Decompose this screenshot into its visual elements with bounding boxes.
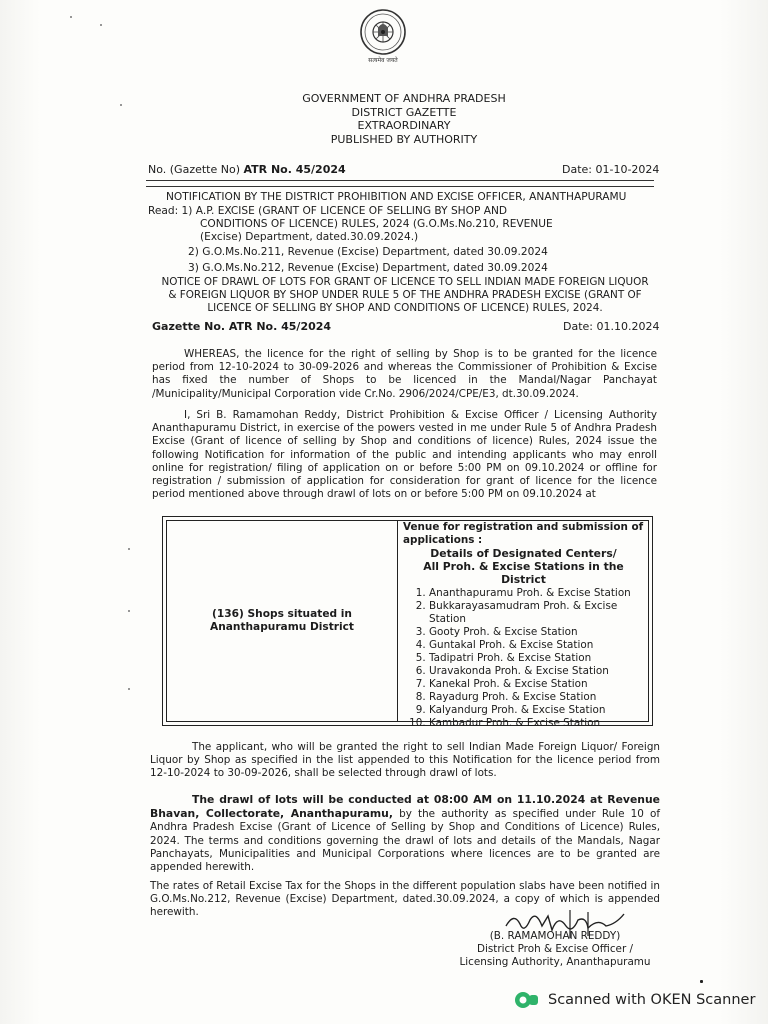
scan-speck [70,16,72,18]
header-district-gazette: DISTRICT GAZETTE [351,105,457,119]
divider [146,180,654,181]
station-item: 1. Ananthapuramu Proh. & Excise Station [429,587,644,600]
station-item: 8. Rayadurg Proh. & Excise Station [429,691,644,704]
signatory-authority: Licensing Authority, Ananthapuramu [459,956,651,969]
scan-speck [100,24,102,26]
venue-table [162,516,653,729]
signatory-designation: District Proh & Excise Officer / [476,943,634,956]
station-item: 9. Kalyandurg Proh. & Excise Station [429,704,644,717]
read-ref-3: 3) G.O.Ms.No.212, Revenue (Excise) Department, dated 30.09.2024 [188,262,548,274]
drawl-date-venue: The drawl of lots will be conducted at 08:00 AM on 11.10.2024 at Revenue Bhavan, Collectorate, Ananthapuramu, [150,793,660,821]
stations-list [403,587,644,730]
gazette-date-2: Date: 01.10.2024 [563,320,660,333]
scan-speck [120,104,122,106]
signature-block [440,930,670,970]
gazette-header [200,92,608,146]
stations-heading: All Proh. & Excise Stations in the District [423,560,624,586]
shops-count-cell: (136) Shops situated in Ananthapuramu District [210,608,354,633]
read-ref-1a: Read: 1) A.P. EXCISE (GRANT OF LICENCE OF SELLING BY SHOP AND [148,205,508,217]
scan-speck [128,610,130,612]
scanner-watermark [514,990,755,1010]
scan-speck [128,688,130,690]
oken-scanner-icon [514,990,540,1010]
station-item: 3. Gooty Proh. & Excise Station [429,626,644,639]
gazette-number-line: No. (Gazette No) ATR No. 45/2024 [148,163,346,176]
gazette-number: ATR No. 45/2024 [243,163,346,176]
state-emblem-icon [358,6,408,66]
station-item: 2. Bukkarayasamudram Proh. & Excise Station [429,600,644,626]
station-item: 10. Kambadur Proh. & Excise Station [429,717,644,730]
read-ref-2: 2) G.O.Ms.No.211, Revenue (Excise) Department, dated 30.09.2024 [188,246,548,258]
station-item: 4. Guntakal Proh. & Excise Station [429,639,644,652]
scan-speck [700,980,703,983]
notice-title: NOTICE OF DRAWL OF LOTS FOR GRANT OF LICENCE TO SELL INDIAN MADE FOREIGN LIQUOR & FOREIGN LIQUOR BY SHOP UNDER RULE 5 OF THE ANDHRA PRADESH EXCISE (GRANT OF LICENCE OF SELLING BY SHOP AND CONDITIONS OF LICENCE) RULES, 2024. [161,276,649,315]
scan-speck [128,548,130,550]
divider [146,186,654,187]
station-item: 6. Uravakonda Proh. & Excise Station [429,665,644,678]
emblem-motto: सत्यमेव जयते [368,57,398,64]
station-item: 5. Tadipatri Proh. & Excise Station [429,652,644,665]
venue-heading: Venue for registration and submission of applications : [403,521,644,546]
gazette-date: Date: 01-10-2024 [562,163,660,176]
header-government: GOVERNMENT OF ANDHRA PRADESH [302,92,506,105]
read-ref-1c: (Excise) Department, dated.30.09.2024.) [200,231,419,243]
gazette-number-2: Gazette No. ATR No. 45/2024 [152,320,332,333]
signatory-name: (B. RAMAMOHAN REDDY) [489,930,621,942]
header-extraordinary: EXTRAORDINARY [357,119,451,132]
venue-cell [403,521,644,730]
paragraph-rates: The rates of Retail Excise Tax for the Shops in the different population slabs have been notified in G.O.Ms.No.212, Revenue (Excise) Department, dated.30.09.2024, a copy of which is appended herewith. [150,880,660,919]
paragraph-applicant: The applicant, who will be granted the right to sell Indian Made Foreign Liquor/ Foreign Liquor by Shop as specified in the list appended to this Notification for the licence period from 12-10-2024 to 30-09-2026, shall be selected through drawl of lots. [150,741,660,780]
header-published: PUBLISHED BY AUTHORITY [330,132,478,146]
paragraph-notification: I, Sri B. Ramamohan Reddy, District Prohibition & Excise Officer / Licensing Authority Ananthapuramu District, in exercise of the powers vested in me under Rule 5 of Andhra Pradesh Excise (Grant of licence of selling by Shop and conditions of licence) Rules, 2024 issue the following Notification for information of the public and intending applicants who may enroll online for registration/ filing of application on or before 5:00 PM on 09.10.2024 or offline for registration / submission of application for consideration for grant of licence for the licence period mentioned above through drawl of lots on or before 5:00 PM on 09.10.2024 at [152,409,657,501]
notification-title: NOTIFICATION BY THE DISTRICT PROHIBITION AND EXCISE OFFICER, ANANTHAPURAMU [166,191,627,203]
station-item: 7. Kanekal Proh. & Excise Station [429,678,644,691]
paragraph-drawl: The drawl of lots will be conducted at 08:00 AM on 11.10.2024 at Revenue Bhavan, Collectorate, Ananthapuramu, by the authority as specified under Rule 10 of Andhra Pradesh Excise (Grant of Licence of Selling by Shop and Conditions of Licence) Rules, 2024. The terms and conditions governing the drawl of lots and details of the Mandals, Nagar Panchayats, Municipalities and Municipal Corporations where licences are to be granted are appended herewith. [150,793,660,874]
scanner-text: Scanned with OKEN Scanner [548,992,756,1008]
centers-heading: Details of Designated Centers/ [430,547,617,560]
read-ref-1b: CONDITIONS OF LICENCE) RULES, 2024 (G.O.Ms.No.210, REVENUE [200,218,553,230]
paragraph-whereas: WHEREAS, the licence for the right of selling by Shop is to be granted for the licence period from 12-10-2024 to 30-09-2026 and whereas the Commissioner of Prohibition & Excise has fixed the number of Shops to be licenced in the Mandal/Nagar Panchayat /Municipality/Municipal Corporation vide Cr.No. 2906/2024/CPE/E3, dt.30.09.2024. [152,348,657,400]
table-divider [397,521,398,721]
